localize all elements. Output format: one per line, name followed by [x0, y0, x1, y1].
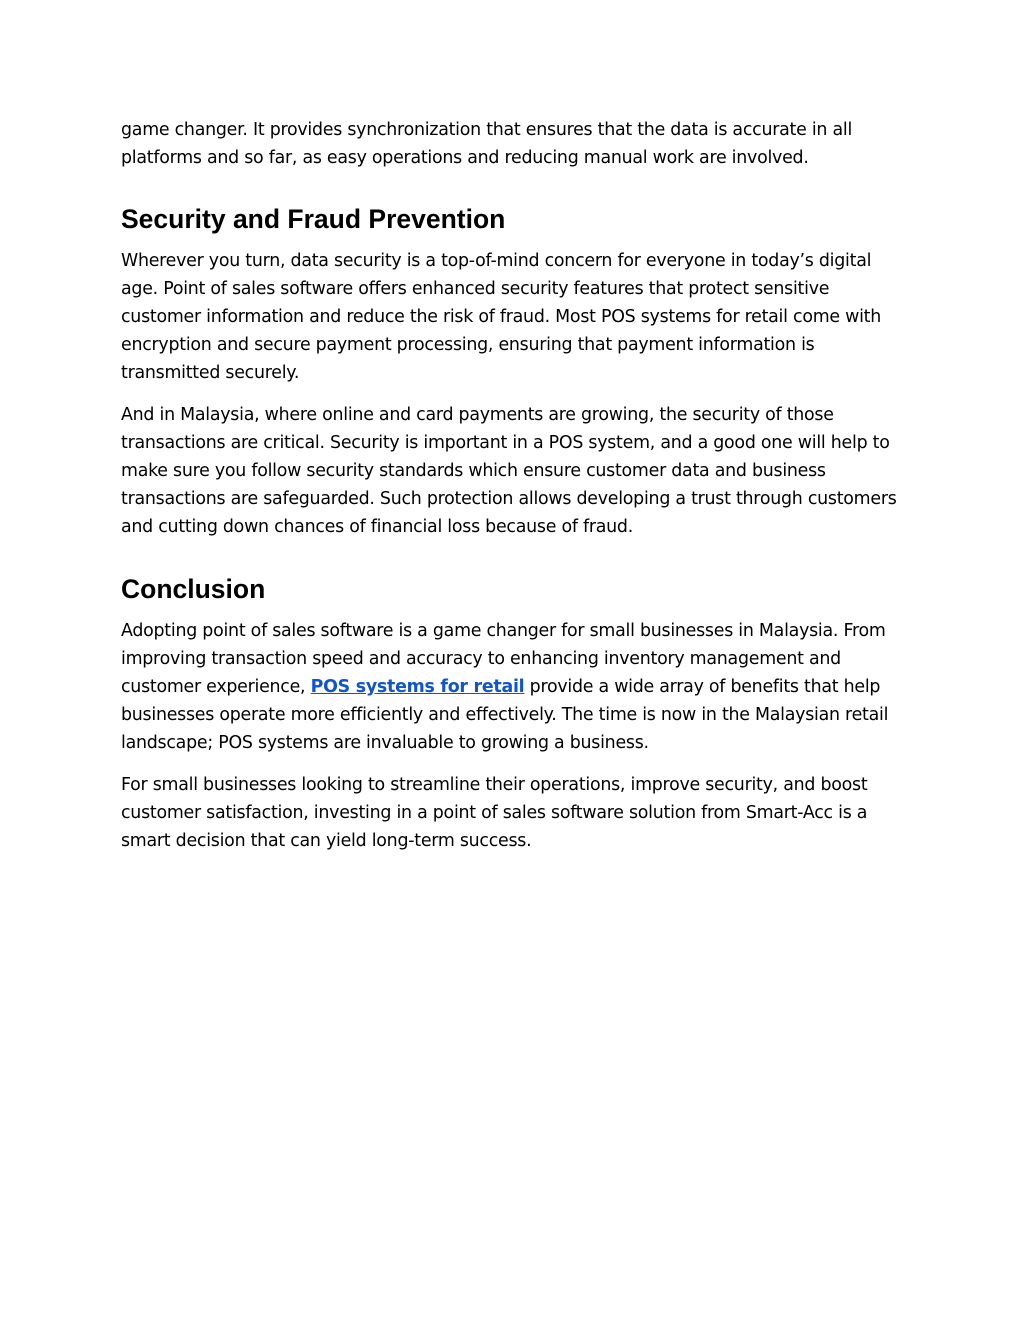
security-heading: Security and Fraud Prevention	[121, 204, 506, 234]
conclusion-paragraph-2: For small businesses looking to streamline their operations, improve security, and boost customer satisfaction, investing in a point of sales software solution from Smart-Acc is a smart decision that can yield long-term success.	[121, 775, 868, 851]
conclusion-heading: Conclusion	[121, 574, 266, 604]
conclusion-text-after-link: provide a wide array of benefits that help businesses operate more efficiently and effectively. The time is now in the Malaysian retail landscape; POS systems are invaluable to growing a business.	[121, 677, 889, 753]
document-page	[121, 116, 911, 855]
security-paragraph-2: And in Malaysia, where online and card payments are growing, the security of those transactions are critical. Security is important in a POS system, and a good one will help to make sure you follow security standards which ensure customer data and business transactions are safeguarded. Such protection allows developing a trust through customers and cutting down chances of financial loss because of fraud.	[121, 405, 897, 537]
pos-systems-link[interactable]: POS systems for retail	[310, 677, 525, 697]
security-paragraph-1: Wherever you turn, data security is a top-of-mind concern for everyone in today’s digital age. Point of sales software offers enhanced security features that protect sensitive customer information and reduce the risk of fraud. Most POS systems for retail come with encryption and secure payment processing, ensuring that payment information is transmitted securely.	[121, 251, 882, 383]
intro-paragraph: game changer. It provides synchronization that ensures that the data is accurate in all platforms and so far, as easy operations and reducing manual work are involved.	[121, 120, 853, 168]
conclusion-paragraph-1	[121, 617, 911, 757]
conclusion-text-before-link: Adopting point of sales software is a game changer for small businesses in Malaysia. From improving transaction speed and accuracy to enhancing inventory management and customer experience,	[121, 621, 886, 697]
